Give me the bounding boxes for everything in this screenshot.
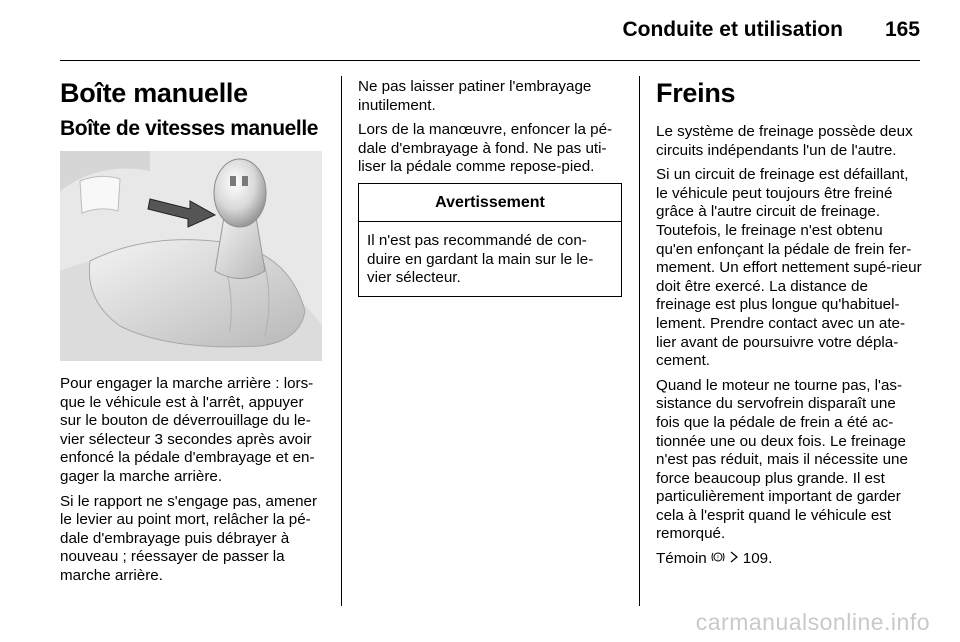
page-reference-icon bbox=[729, 550, 743, 567]
temoin-label: Témoin bbox=[656, 550, 707, 568]
paragraph: Si un circuit de freinage est défaillant, le véhicule peut toujours être freiné grâce à l'autre circuit de freinage. Toutefois, le freinage n'est obtenu qu'en enfonçant la pédale de frein fer-mement. Un effort nettement supé-rieur doit être exercé. La distance de freinage est plus longue qu'habituel-lement. Prendre contact avec un ate-lier avant de poursuivre votre dépla-cement. bbox=[656, 166, 922, 370]
paragraph: Pour engager la marche arrière : lors-que le véhicule est à l'arrêt, appuyer sur le bouton de déverrouillage du le-vier sélecteur 3 secondes après avoir enfoncé la pédale d'embrayage et en-gager la marche arrière. bbox=[60, 375, 315, 485]
column-1 bbox=[60, 72, 324, 592]
gear-shift-illustration bbox=[60, 151, 322, 361]
header-rule bbox=[60, 60, 920, 61]
paragraph: Lors de la manœuvre, enfoncer la pé-dale d'embrayage à fond. Ne pas uti-liser la pédale comme repose-pied. bbox=[358, 121, 613, 176]
paragraph: Ne pas laisser patiner l'embrayage inutilement. bbox=[358, 78, 592, 114]
column-divider bbox=[639, 76, 640, 606]
gear-shift-lever-icon bbox=[60, 151, 322, 361]
subsection-heading: Boîte de vitesses manuelle bbox=[60, 117, 319, 140]
paragraph: Quand le moteur ne tourne pas, l'as-sistance du servofrein disparaît une fois que la pédale de frein a été ac-tionnée une ou deux fois. Le freinage n'est pas réduit, mais il nécessite une force beaucoup plus grande. Il est particulièrement important de garder cela à l'esprit quand le véhicule est remorqué. bbox=[656, 376, 908, 543]
paragraph: Si le rapport ne s'engage pas, amener le levier au point mort, relâcher la pé-dale d'embrayage puis débrayer à nouveau ; réessayer de passer la marche arrière. bbox=[60, 492, 318, 584]
temoin-reference bbox=[656, 550, 922, 569]
page-number: 165 bbox=[884, 18, 920, 41]
running-head bbox=[622, 18, 920, 42]
watermark: carmanualsonline.info bbox=[695, 609, 930, 635]
temoin-page[interactable]: 109. bbox=[742, 550, 773, 568]
warning-body: Il n'est pas recommandé de con-duire en gardant la main sur le le-vier sélecteur. bbox=[367, 231, 594, 287]
section-title: Conduite et utilisation bbox=[622, 18, 843, 41]
column-3 bbox=[656, 72, 922, 575]
warning-title: Avertissement bbox=[359, 184, 621, 222]
section-heading: Freins bbox=[656, 78, 736, 108]
section-heading: Boîte manuelle bbox=[60, 78, 248, 108]
column-2 bbox=[358, 78, 622, 297]
paragraph: Le système de freinage possède deux circuits indépendants l'un de l'autre. bbox=[656, 123, 913, 159]
warning-box bbox=[358, 183, 622, 297]
brake-warning-icon bbox=[711, 551, 729, 566]
svg-text:!: ! bbox=[716, 554, 720, 562]
column-divider bbox=[341, 76, 342, 606]
